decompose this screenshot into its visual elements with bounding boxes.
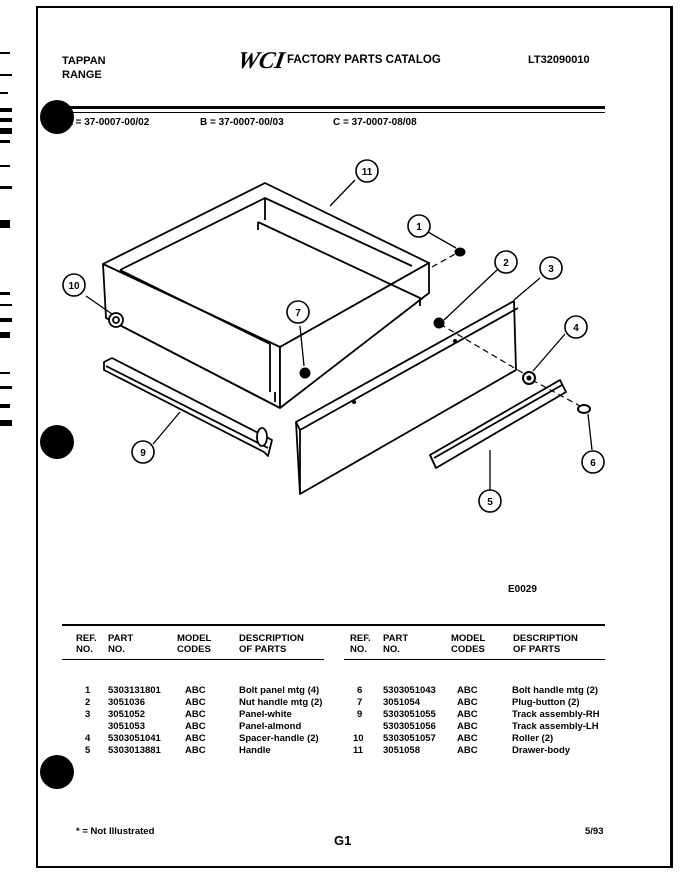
nut-handle-mtg	[434, 318, 444, 328]
part-description: Drawer-body	[512, 745, 571, 756]
model-codes: ABC	[457, 709, 478, 720]
part-description: Roller (2)	[512, 733, 554, 744]
ref-no: 9	[357, 709, 363, 720]
callout-5-label: 5	[487, 497, 493, 508]
page-frame-bottom	[36, 866, 672, 868]
page-number: G1	[334, 833, 352, 848]
part-description: Spacer-handle (2)	[239, 733, 319, 744]
model-codes: ABC	[457, 697, 478, 708]
callout-7-label: 7	[295, 308, 301, 319]
callout-1-label: 1	[416, 222, 422, 233]
part-no: 5303051055	[383, 709, 436, 720]
footnote: * = Not Illustrated	[76, 826, 155, 837]
ref-no: 2	[85, 697, 91, 708]
callout-3-label: 3	[548, 264, 554, 275]
model-codes: ABC	[185, 733, 206, 744]
model-codes: ABC	[185, 745, 206, 756]
ref-no: 1	[85, 685, 91, 696]
ref-no: 6	[357, 685, 363, 696]
right-header-rule	[344, 659, 605, 660]
part-no: 5303051057	[383, 733, 436, 744]
revision-date: 5/93	[585, 826, 604, 837]
ref-no: 11	[353, 745, 364, 756]
right-header-part: PART NO.	[383, 633, 409, 655]
part-no: 5303131801	[108, 685, 161, 696]
part-description: Track assembly-RH	[512, 709, 600, 720]
right-header-desc: DESCRIPTION OF PARTS	[513, 633, 578, 655]
model-codes: ABC	[185, 697, 206, 708]
catalog-title: FACTORY PARTS CATALOG	[287, 54, 441, 66]
callout-6-label: 6	[590, 458, 596, 469]
table-top-rule	[62, 624, 605, 626]
part-no: 5303051041	[108, 733, 161, 744]
catalog-code: LT32090010	[528, 54, 590, 66]
part-description: Panel-white	[239, 709, 292, 720]
model-codes: ABC	[457, 721, 478, 732]
plug-button	[300, 368, 310, 378]
part-no: 3051058	[383, 745, 420, 756]
drawer-body	[103, 183, 429, 408]
part-description: Bolt handle mtg (2)	[512, 685, 599, 696]
left-header-part: PART NO.	[108, 633, 134, 655]
model-codes: ABC	[185, 721, 206, 732]
brand-line-1: TAPPAN	[62, 55, 106, 67]
model-codes: ABC	[457, 733, 478, 744]
part-description: Plug-button (2)	[512, 697, 580, 708]
ref-no: 5	[85, 745, 91, 756]
part-description: Nut handle mtg (2)	[239, 697, 323, 708]
binder-hole-bottom	[40, 755, 74, 789]
part-description: Bolt panel mtg (4)	[239, 685, 320, 696]
part-description: Track assembly-LH	[512, 721, 599, 732]
bolt-panel-mtg	[455, 248, 465, 256]
model-codes: ABC	[457, 745, 478, 756]
part-no: 3051052	[108, 709, 145, 720]
diagram-code: E0029	[508, 584, 537, 595]
part-description: Panel-almond	[239, 721, 302, 732]
brand-line-2: RANGE	[62, 69, 102, 81]
part-no: 3051036	[108, 697, 145, 708]
model-c: C = 37-0007-08/08	[333, 117, 417, 128]
callout-4-label: 4	[573, 323, 579, 334]
part-no: 5303051043	[383, 685, 436, 696]
part-no: 5303051056	[383, 721, 436, 732]
callout-9-label: 9	[140, 448, 146, 459]
part-description: Handle	[239, 745, 271, 756]
model-a: A = 37-0007-00/02	[66, 117, 150, 128]
ref-no: 4	[85, 733, 91, 744]
left-header-model: MODEL CODES	[177, 633, 212, 655]
right-header-ref: REF. NO.	[350, 633, 371, 655]
part-no: 3051054	[383, 697, 420, 708]
callout-10-label: 10	[68, 281, 80, 292]
ref-no: 10	[353, 733, 364, 744]
left-header-ref: REF. NO.	[76, 633, 97, 655]
model-codes: ABC	[185, 685, 206, 696]
left-header-desc: DESCRIPTION OF PARTS	[239, 633, 304, 655]
callout-11-label: 11	[361, 167, 373, 178]
ref-no: 3	[85, 709, 91, 720]
part-no: 3051053	[108, 721, 145, 732]
left-header-rule	[62, 659, 324, 660]
bolt-handle-mtg	[578, 405, 590, 413]
model-codes: ABC	[185, 709, 206, 720]
part-no: 5303013881	[108, 745, 161, 756]
model-codes: ABC	[457, 685, 478, 696]
wci-logo-text: WCI	[235, 47, 287, 74]
right-header-model: MODEL CODES	[451, 633, 486, 655]
callout-2-label: 2	[503, 258, 509, 269]
ref-no: 7	[357, 697, 363, 708]
model-b: B = 37-0007-00/03	[200, 117, 284, 128]
